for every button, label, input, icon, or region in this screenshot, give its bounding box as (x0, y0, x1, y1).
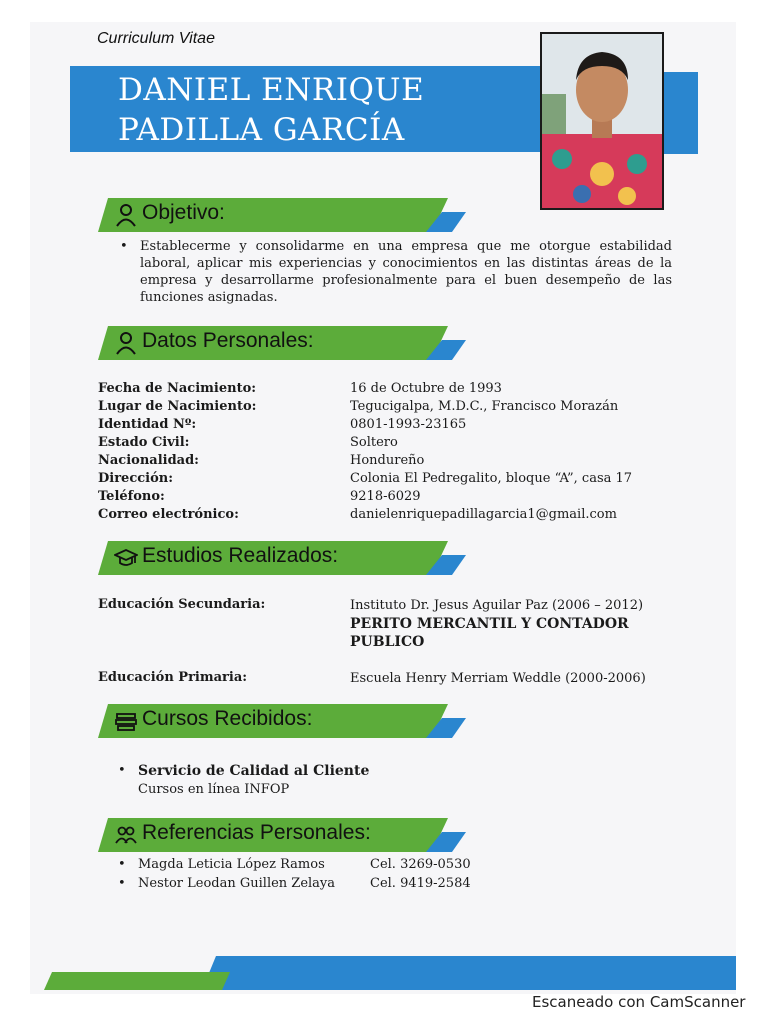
field-label: Educación Primaria: (98, 670, 248, 685)
name-line-1: DANIEL ENRIQUE (118, 72, 425, 108)
education-primary (98, 670, 658, 690)
references-list (118, 855, 471, 893)
list-item (118, 855, 471, 874)
document-label: Curriculum Vitae (97, 30, 215, 47)
field-label: Fecha de Nacimiento: (98, 381, 257, 396)
field-label: Estado Civil: (98, 435, 190, 450)
list-item: • Establecerme y consolidarme en una empresa que me otorgue estabilidad laboral, aplicar mis experiencias y conocimientos en las distintas áreas de la empresa y desarrollarme profesionalmente para el buen desempeño de las funciones asignadas. (120, 238, 672, 306)
objective-text (120, 238, 672, 306)
candidate-name (118, 70, 518, 150)
table-row (98, 380, 658, 398)
footer-band-blue (202, 956, 736, 990)
field-label: Correo electrónico: (98, 507, 239, 522)
section-title: Objetivo: (142, 201, 225, 224)
reference-phone: Cel. 9419-2584 (370, 876, 471, 891)
section-estudios (98, 541, 466, 575)
table-row (98, 398, 658, 416)
field-label: Educación Secundaria: (98, 597, 266, 612)
profile-photo (540, 32, 664, 210)
education-secondary (98, 597, 658, 651)
section-objetivo (98, 198, 466, 232)
section-title: Datos Personales: (142, 329, 314, 352)
section-title: Referencias Personales: (142, 821, 371, 844)
field-label: Nacionalidad: (98, 453, 199, 468)
person-icon (114, 331, 138, 355)
email-value: danielenriquepadillagarcia1@gmail.com (350, 507, 617, 522)
field-value: Colonia El Pedregalito, bloque “A”, casa 17 (350, 471, 633, 486)
name-banner-accent (664, 72, 698, 154)
section-title: Cursos Recibidos: (142, 707, 313, 730)
courses-list (118, 762, 369, 799)
section-cursos (98, 704, 466, 738)
field-label: Lugar de Nacimiento: (98, 399, 257, 414)
section-title: Estudios Realizados: (142, 544, 339, 567)
table-row (98, 488, 658, 506)
field-value: 16 de Octubre de 1993 (350, 381, 502, 396)
school-name: Escuela Henry Merriam Weddle (2000-2006) (350, 671, 646, 686)
course-detail: Cursos en línea INFOP (138, 782, 290, 797)
school-name: Instituto Dr. Jesus Aguilar Paz (2006 – 2012) (350, 598, 644, 613)
table-row (98, 506, 658, 524)
course-name: Servicio de Calidad al Cliente (138, 763, 370, 779)
field-label: Teléfono: (98, 489, 165, 504)
graduation-cap-icon (114, 546, 138, 570)
name-line-2: PADILLA GARCÍA (118, 112, 405, 148)
reference-phone: Cel. 3269-0530 (370, 857, 471, 872)
people-icon (114, 823, 138, 847)
section-datos-personales (98, 326, 466, 360)
field-value: Hondureño (350, 453, 425, 468)
list-item (118, 874, 471, 893)
scanner-watermark: Escaneado con CamScanner (532, 993, 746, 1011)
field-label: Dirección: (98, 471, 174, 486)
table-row (98, 452, 658, 470)
table-row (98, 416, 658, 434)
reference-name: • Magda Leticia López Ramos (138, 857, 325, 872)
field-value: 0801-1993-23165 (350, 417, 467, 432)
table-row (98, 470, 658, 488)
field-value: 9218-6029 (350, 489, 421, 504)
books-icon (114, 709, 138, 733)
person-icon (114, 203, 138, 227)
degree-title: PERITO MERCANTIL Y CONTADOR PUBLICO (350, 616, 629, 650)
field-value: Tegucigalpa, M.D.C., Francisco Morazán (350, 399, 619, 414)
footer-band-green (44, 972, 230, 990)
field-label: Identidad Nº: (98, 417, 197, 432)
person-photo-icon (542, 34, 662, 208)
personal-data-table (98, 380, 658, 524)
table-row (98, 434, 658, 452)
reference-name: • Nestor Leodan Guillen Zelaya (138, 876, 336, 891)
list-item (118, 762, 369, 799)
section-referencias (98, 818, 466, 852)
field-value: Soltero (350, 435, 398, 450)
